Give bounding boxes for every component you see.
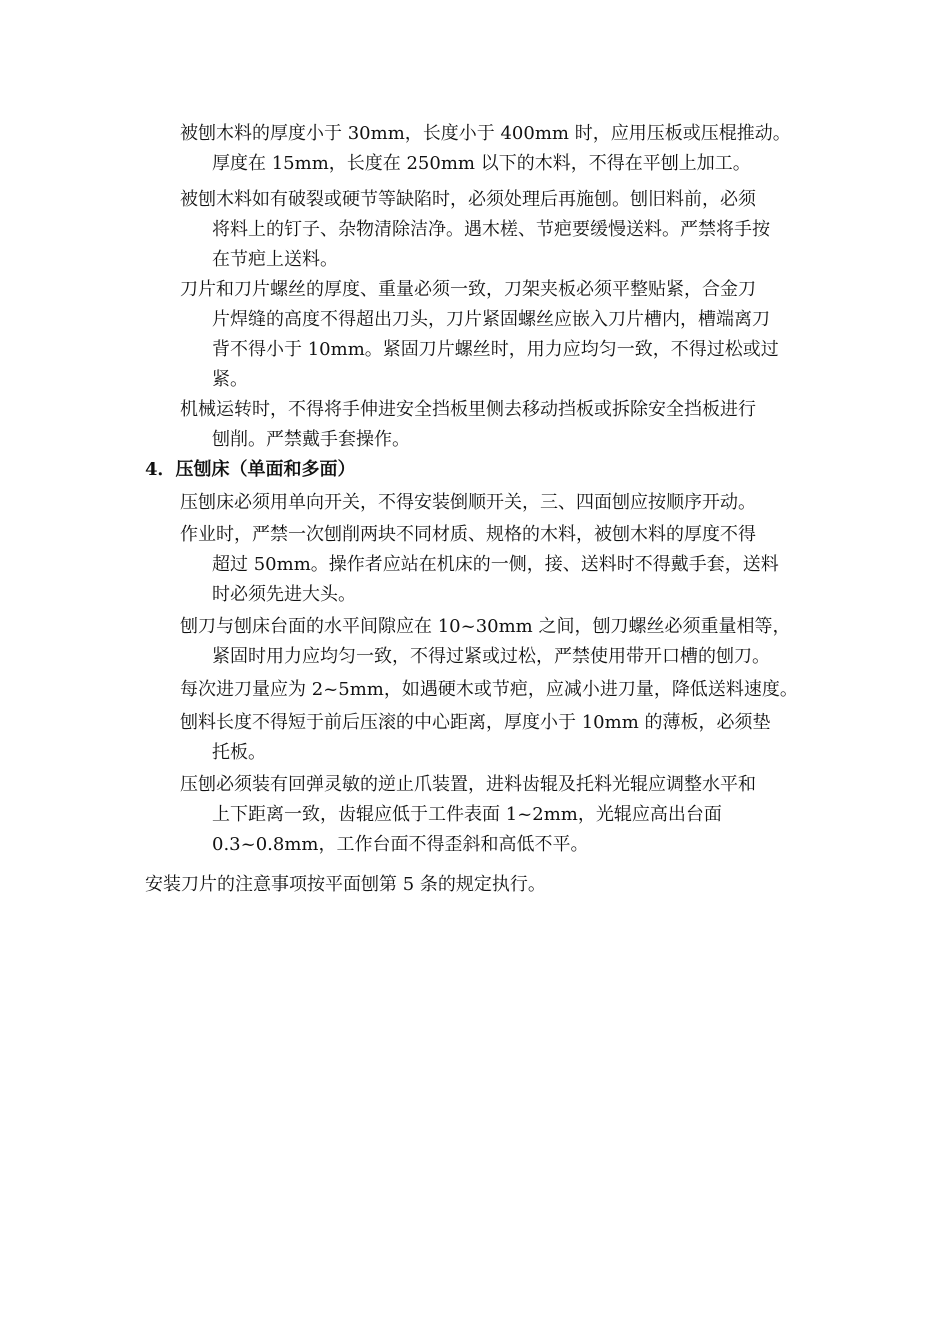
text-line: 超过 50mm。操作者应站在机床的一侧，接、送料时不得戴手套，送料: [212, 554, 779, 575]
paragraph-thickness-limit: [180, 119, 820, 179]
text-line: 厚度在 15mm，长度在 250mm 以下的木料，不得在平刨上加工。: [212, 153, 751, 174]
text-line: 刨刀与刨床台面的水平间隙应在 10~30mm 之间，刨刀螺丝必须重量相等，: [180, 616, 791, 637]
paragraph-running-safety: [180, 395, 820, 455]
text-line: 0.3~0.8mm，工作台面不得歪斜和高低不平。: [212, 834, 589, 855]
text-line: 紧固时用力应均匀一致，不得过紧或过松，严禁使用带开口槽的刨刀。: [212, 646, 770, 667]
text-line: 上下距离一致，齿辊应低于工件表面 1~2mm，光辊应高出台面: [212, 804, 722, 825]
paragraph-feed-depth: [180, 675, 820, 705]
paragraph-material-length: [180, 708, 820, 768]
text-line: 机械运转时，不得将手伸进安全挡板里侧去移动挡板或拆除安全挡板进行: [180, 399, 756, 420]
text-line: 压刨床必须用单向开关，不得安装倒顺开关，三、四面刨应按顺序开动。: [180, 492, 756, 513]
section-heading: 4．压刨床（单面和多面）: [145, 459, 356, 480]
paragraph-anti-kickback: [180, 770, 820, 860]
text-line: 将料上的钉子、杂物清除洁净。遇木槎、节疤要缓慢送料。严禁将手按: [212, 219, 770, 240]
text-line: 压刨必须装有回弹灵敏的逆止爪装置，进料齿辊及托料光辊应调整水平和: [180, 774, 756, 795]
text-line: 背不得小于 10mm。紧固刀片螺丝时，用力应均匀一致，不得过松或过: [212, 339, 779, 360]
text-line: 被刨木料的厚度小于 30mm，长度小于 400mm 时，应用压板或压棍推动。: [180, 123, 791, 144]
paragraph-switch: [180, 488, 820, 518]
text-line: 刀片和刀片螺丝的厚度、重量必须一致，刀架夹板必须平整贴紧，合金刀: [180, 279, 756, 300]
paragraph-operation: [180, 520, 820, 610]
text-line: 紧。: [212, 369, 248, 390]
paragraph-defect-handling: [180, 185, 820, 275]
text-line: 作业时，严禁一次刨削两块不同材质、规格的木料，被刨木料的厚度不得: [180, 524, 756, 545]
text-line: 托板。: [212, 742, 266, 763]
text-line: 被刨木料如有破裂或硬节等缺陷时，必须处理后再施刨。刨旧料前，必须: [180, 189, 756, 210]
text-line: 每次进刀量应为 2~5mm，如遇硬木或节疤，应减小进刀量，降低送料速度。: [180, 679, 798, 700]
text-line: 刨料长度不得短于前后压滚的中心距离，厚度小于 10mm 的薄板，必须垫: [180, 712, 771, 733]
paragraph-blade-gap: [180, 612, 820, 672]
text-line: 在节疤上送料。: [212, 249, 338, 270]
paragraph-blade-screws: [180, 275, 820, 395]
text-line: 片焊缝的高度不得超出刀头，刀片紧固螺丝应嵌入刀片槽内，槽端离刀: [212, 309, 770, 330]
text-line: 刨削。严禁戴手套操作。: [212, 429, 410, 450]
text-line: 时必须先进大头。: [212, 584, 356, 605]
closing-note: 安装刀片的注意事项按平面刨第 5 条的规定执行。: [145, 874, 546, 895]
